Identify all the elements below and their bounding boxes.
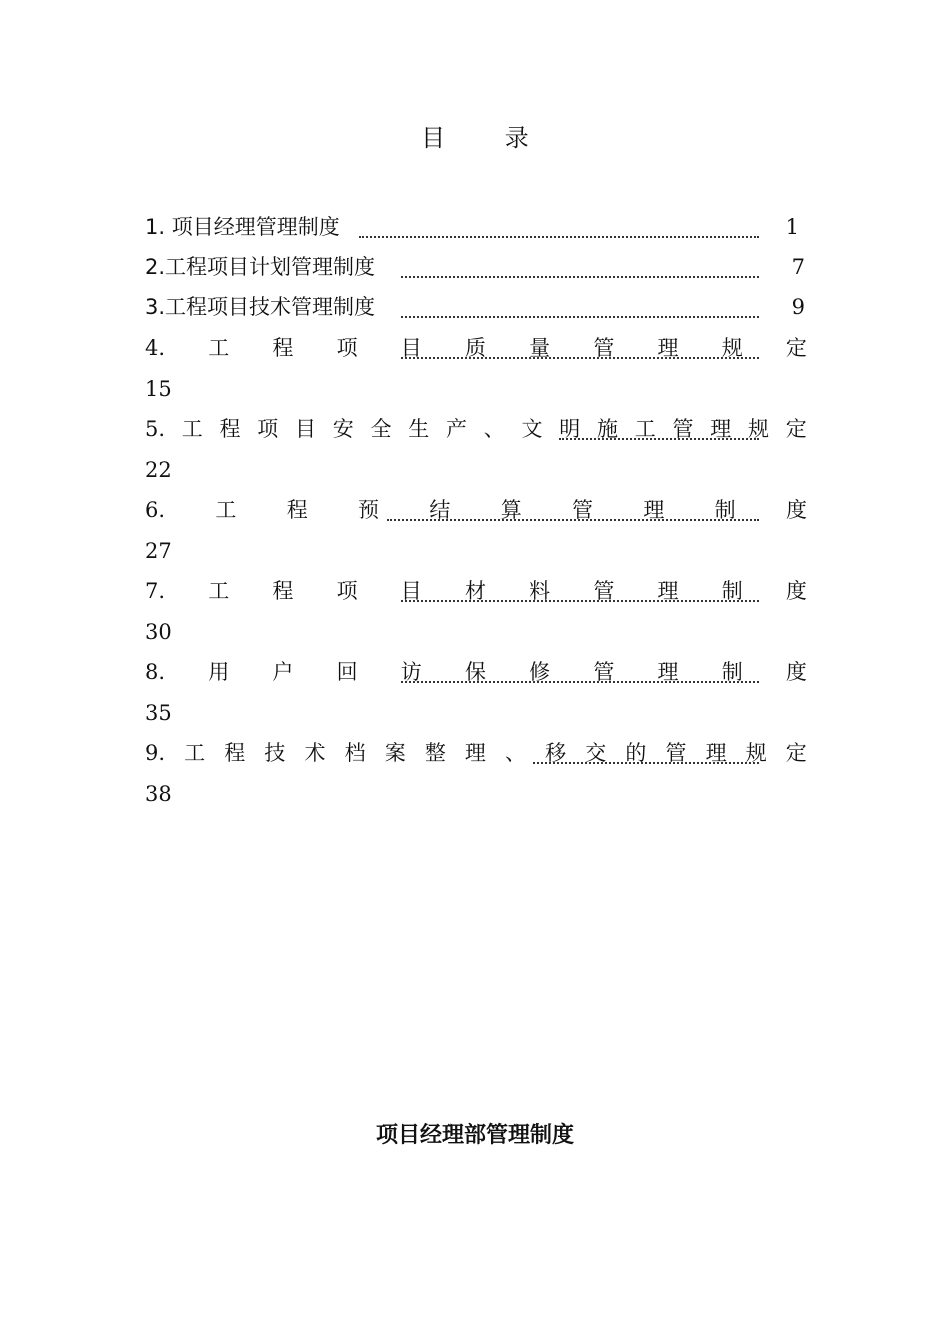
toc-entry-1[interactable]	[145, 212, 807, 242]
dot-leader	[359, 216, 759, 238]
toc-entry-page: 15	[145, 377, 172, 401]
toc-entry-7[interactable]	[145, 576, 807, 644]
toc-entry-page: 9	[791, 295, 805, 319]
toc-entry-2[interactable]	[145, 252, 807, 282]
toc-entry-page: 35	[145, 701, 172, 725]
toc-entry-3[interactable]	[145, 292, 807, 322]
toc-entry-label: 8. 用 户 回 访 保 修 管 理 制 度	[145, 660, 807, 684]
toc-entry-label: 7. 工 程 项 目 材 料 管 理 制 度	[145, 579, 807, 603]
dot-leader	[401, 296, 759, 318]
toc-entry-6[interactable]	[145, 495, 807, 563]
toc-entry-9[interactable]	[145, 738, 807, 806]
toc-entry-label: 9. 工 程 技 术 档 案 整 理 、 移 交 的 管 理 规 定	[145, 741, 807, 765]
toc-entry-label: 4. 工 程 项 目 质 量 管 理 规 定	[145, 336, 807, 360]
toc-entry-page: 27	[145, 539, 172, 563]
toc-entry-4[interactable]	[145, 333, 807, 401]
toc-entry-label: 5. 工 程 项 目 安 全 生 产 、 文 明 施 工 管 理 规 定	[145, 417, 807, 441]
toc-entry-page: 38	[145, 782, 172, 806]
toc-title: 目 录	[421, 124, 555, 152]
toc-entry-label: 6. 工 程 预 结 算 管 理 制 度	[145, 498, 807, 522]
toc-entry-label: 3.工程项目技术管理制度	[145, 295, 376, 319]
toc-entry-page: 22	[145, 458, 172, 482]
toc-entry-8[interactable]	[145, 657, 807, 725]
toc-entry-label: 2.工程项目计划管理制度	[145, 255, 376, 279]
document-heading: 项目经理部管理制度	[375, 1123, 574, 1148]
toc-entry-5[interactable]	[145, 414, 807, 482]
toc-entry-page: 1	[785, 215, 799, 239]
toc-entry-page: 30	[145, 620, 172, 644]
dot-leader	[401, 256, 759, 278]
toc-entry-page: 7	[791, 255, 805, 279]
toc-entry-label: 1. 项目经理管理制度	[145, 215, 340, 239]
